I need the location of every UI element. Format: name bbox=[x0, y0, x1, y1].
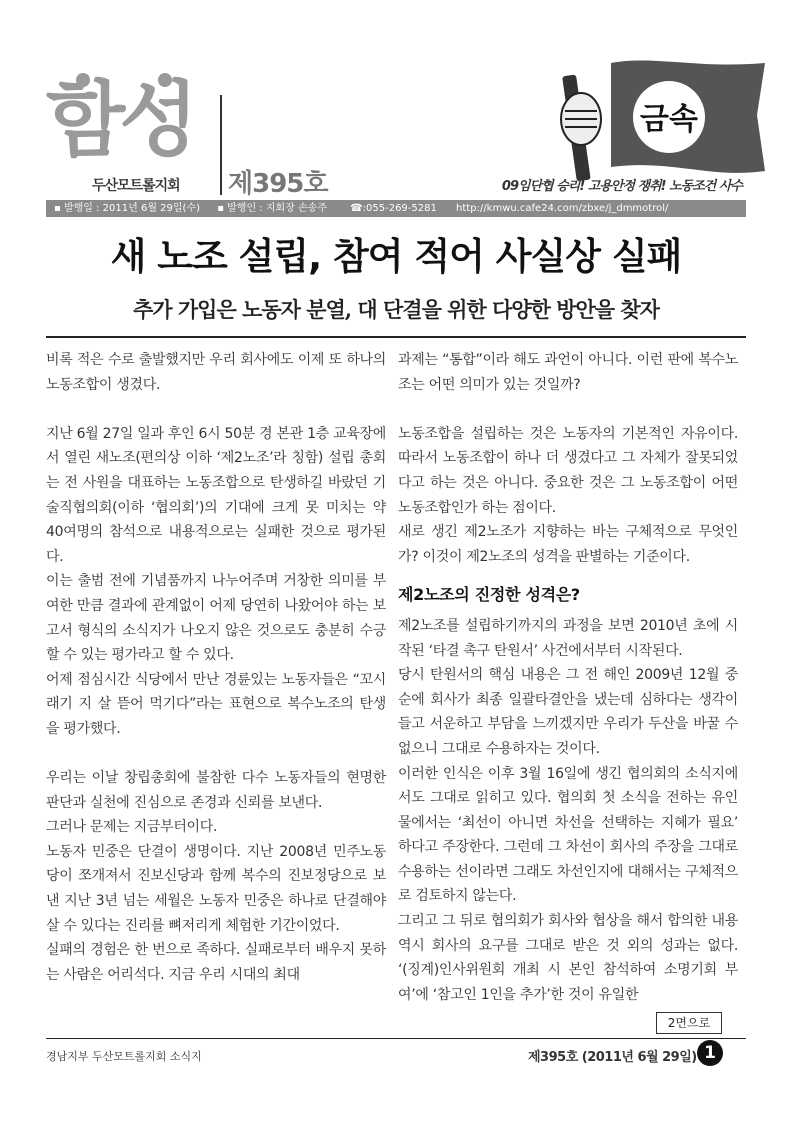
section-title: 제2노조의 진정한 성격은? bbox=[398, 585, 580, 605]
footer-rule bbox=[46, 1038, 746, 1039]
publisher: ▪ 발행인 : 지회장 손송주 bbox=[217, 203, 327, 214]
union-flag-emblem bbox=[551, 55, 771, 183]
website-url[interactable]: http://kmwu.cafe24.com/zbxe/j_dmmotrol/ bbox=[456, 203, 669, 214]
paragraph: 이러한 인식은 이후 3월 16일에 생긴 협의회의 소식지에서도 그대로 읽히고 있다. 협의회 첫 소식을 전하는 유인물에서는 ‘최선이 아니면 차선을 선택하는 지혜가 필요’ 하다고 주장한다. 그런데 그 차선이 회사의 주장을 그대로 수용하는 선이라면 그래도 차선인지에 대해서는 구체적으로 검토하지 않는다. bbox=[398, 765, 738, 905]
publication-date: ▪ 발행일 : 2011년 6월 29일(수) bbox=[54, 203, 200, 214]
article-left-column bbox=[46, 348, 386, 987]
headline-rule bbox=[46, 336, 746, 338]
paragraph: 제2노조를 설립하기까지의 과정을 보면 2010년 초에 시작된 ‘타결 촉구 탄원서’ 사건에서부터 시작된다. bbox=[398, 617, 738, 659]
paragraph: 우리는 이날 창립총회에 불참한 다수 노동자들의 현명한 판단과 실천에 진심으로 존경과 신뢰를 보낸다. bbox=[46, 770, 386, 811]
paragraph-gap bbox=[46, 742, 386, 767]
headline: 새 노조 설립, 참여 적어 사실상 실패 bbox=[110, 235, 682, 278]
masthead-divider bbox=[220, 95, 222, 195]
flag-icon bbox=[551, 55, 771, 183]
paragraph: 이는 출범 전에 기념품까지 나누어주며 거창한 의미를 부여한 만큼 결과에 관계없이 어제 당연히 나왔어야 하는 보고서 형식의 소식지가 나오지 않은 것으로도 충분히 수긍할 수 있는 평가라고 할 수 있다. bbox=[46, 573, 386, 664]
footer-publication-name: 경남지부 두산모트롤지회 소식지 bbox=[46, 1050, 202, 1063]
branch-name: 두산모트롤지회 bbox=[92, 178, 180, 194]
flag-text: 금속 bbox=[640, 102, 698, 137]
slogan: 09임단협 승리! 고용안정 쟁취! 노동조건 사수 bbox=[501, 179, 742, 194]
subheadline: 추가 가입은 노동자 분열, 대 단결을 위한 다양한 방안을 찾자 bbox=[133, 297, 659, 322]
paragraph: 새로 생긴 제2노조가 지향하는 바는 구체적으로 무엇인가? 이것이 제2노조의 성격을 판별하는 기준이다. bbox=[398, 524, 738, 565]
paragraph: 그리고 그 뒤로 협의회가 회사와 협상을 해서 합의한 내용 역시 회사의 요구를 그대로 받은 것 외의 성과는 없다. ‘(징계)인사위원회 개최 시 본인 참석하여 소명기회 부여’에 ‘참고인 1인을 추가’한 것이 유일한 bbox=[398, 913, 738, 1003]
article-right-column bbox=[398, 348, 738, 1007]
paragraph: 노동조합을 설립하는 것은 노동자의 기본적인 자유이다. 따라서 노동조합이 하나 더 생겼다고 그 자체가 잘못되었다고 하는 것은 아니다. 중요한 것은 그 노동조합이 어떤 노동조합인가 하는 점이다. bbox=[398, 425, 738, 516]
continued-on-page-2: 2면으로 bbox=[656, 1012, 722, 1034]
paragraph: 비록 적은 수로 출발했지만 우리 회사에도 이제 또 하나의 노동조합이 생겼다. bbox=[46, 352, 386, 393]
paragraph: 노동자 민중은 단결이 생명이다. 지난 2008년 민주노동당이 쪼개져서 진보신당과 함께 복수의 진보정당으로 보낸 지난 3년 넘는 세월은 노동자 민중은 하나로 단결해야 살 수 있다는 진리를 뼈저리게 체험한 기간이었다. bbox=[46, 843, 386, 934]
paragraph: 지난 6월 27일 일과 후인 6시 50분 경 본관 1층 교육장에서 열린 새노조(편의상 이하 ‘제2노조’라 칭함) 설립 총회는 전 사원을 대표하는 노동조합으로 탄생하길 바랐던 기술직협의회(이하 ‘협의회’)의 기대에 크게 못 미치는 약 40여명의 참석으로 내용적으로는 실패한 것으로 평가된다. bbox=[46, 425, 386, 565]
newspaper-logo: 함성 bbox=[46, 73, 193, 168]
paragraph-gap bbox=[398, 397, 738, 422]
paragraph: 실패의 경험은 한 번으로 족하다. 실패로부터 배우지 못하는 사람은 어리석다. 지금 우리 시대의 최대 bbox=[46, 942, 386, 983]
footer-issue-date: 제395호 (2011년 6월 29일) bbox=[528, 1050, 697, 1065]
paragraph-gap bbox=[46, 397, 386, 422]
page-number: 1 bbox=[697, 1040, 723, 1066]
paragraph: 과제는 “통합”이라 해도 과언이 아니다. 이런 판에 복수노조는 어떤 의미가 있는 것일까? bbox=[398, 352, 738, 393]
paragraph: 당시 탄원서의 핵심 내용은 그 전 해인 2009년 12월 중순에 회사가 최종 일괄타결안을 냈는데 심하다는 생각이 들고 서운하고 부담을 느끼겠지만 우리가 두산을 바꿀 수 없으니 그대로 수용하자는 것이다. bbox=[398, 667, 738, 757]
publication-info-bar bbox=[46, 200, 746, 217]
phone-number: ☎:055-269-5281 bbox=[350, 203, 437, 214]
masthead bbox=[46, 55, 746, 200]
issue-number: 제395호 bbox=[228, 169, 328, 199]
paragraph: 그러나 문제는 지금부터이다. bbox=[46, 819, 218, 836]
paragraph: 어제 점심시간 식당에서 만난 경륜있는 노동자들은 “꼬시래기 지 살 뜯어 먹기다”라는 표현으로 복수노조의 탄생을 평가했다. bbox=[46, 671, 386, 737]
